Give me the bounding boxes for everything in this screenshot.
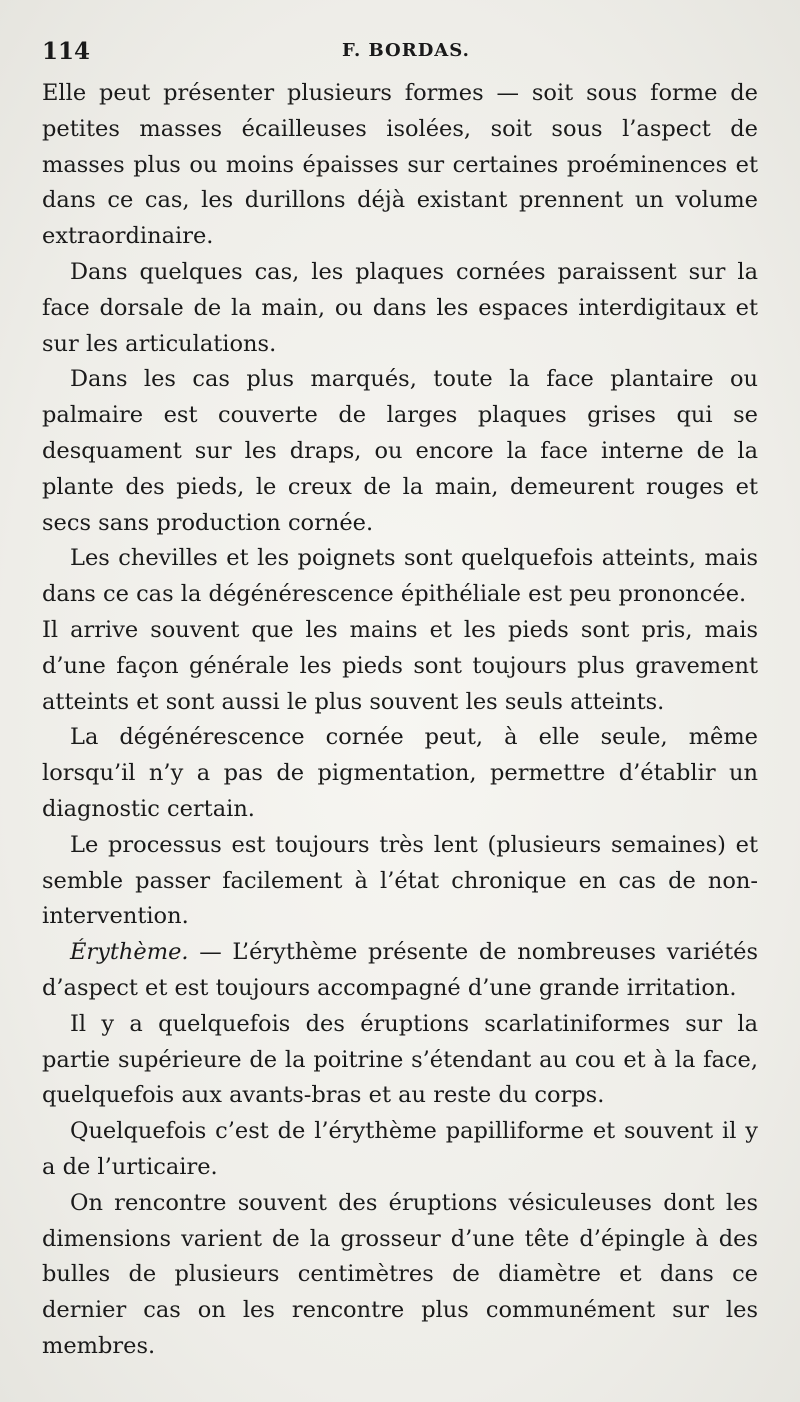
page-header	[42, 38, 758, 68]
page-number: 114	[42, 38, 91, 65]
paragraph: Les chevilles et les poignets sont quelquefois atteints, mais dans ce cas la dégénérescence épithéliale est peu prononcée.	[42, 545, 758, 608]
paragraph: Elle peut présenter plusieurs formes — soit sous forme de petites masses écailleuses isolées, soit sous l’aspect de masses plus ou moins épaisses sur certaines proéminences et dans ce cas, les durillons déjà existant prennent un volume extraordinaire.	[42, 80, 758, 250]
body-text	[42, 76, 758, 1365]
paragraph: Dans les cas plus marqués, toute la face plantaire ou palmaire est couverte de larges plaques grises qui se desquament sur les draps, ou encore la face interne de la plante des pieds, le creux de la main, demeurent rouges et secs sans production cornée.	[42, 366, 758, 536]
paragraph: La dégénérescence cornée peut, à elle seule, même lorsqu’il n’y a pas de pigmentation, permettre d’établir un diagnostic certain.	[42, 724, 758, 822]
paragraph: Dans quelques cas, les plaques cornées paraissent sur la face dorsale de la main, ou dans les espaces interdigitaux et sur les articulations.	[42, 258, 758, 357]
paragraph: Il arrive souvent que les mains et les pieds sont pris, mais d’une façon générale les pieds sont toujours plus gravement atteints et sont aussi le plus souvent les seuls atteints.	[42, 616, 758, 715]
paragraph: Le processus est toujours très lent (plusieurs semaines) et semble passer facilement à l’état chronique en cas de non-intervention.	[42, 831, 758, 930]
section-term: Érythème.	[70, 939, 189, 966]
paragraph: Quelquefois c’est de l’érythème papilliforme et souvent il y a de l’urticaire.	[42, 1118, 758, 1180]
paragraph: Il y a quelquefois des éruptions scarlatiniformes sur la partie supérieure de la poitrine s’étendant au cou et à la face, quelquefois aux avants-bras et au reste du corps.	[42, 1010, 758, 1109]
paragraph: On rencontre souvent des éruptions vésiculeuses dont les dimensions varient de la grosseur d’une tête d’épingle à des bulles de plusieurs centimètres de diamètre et dans ce dernier cas on les rencontre plus communément sur les membres.	[42, 1189, 758, 1359]
running-head: F. BORDAS.	[342, 40, 470, 61]
erytheme-paragraph	[42, 935, 758, 1007]
section-text: — L’érythème présente de nombreuses variétés d’aspect et est toujours accompagné d’une grande irritation.	[42, 939, 758, 1001]
